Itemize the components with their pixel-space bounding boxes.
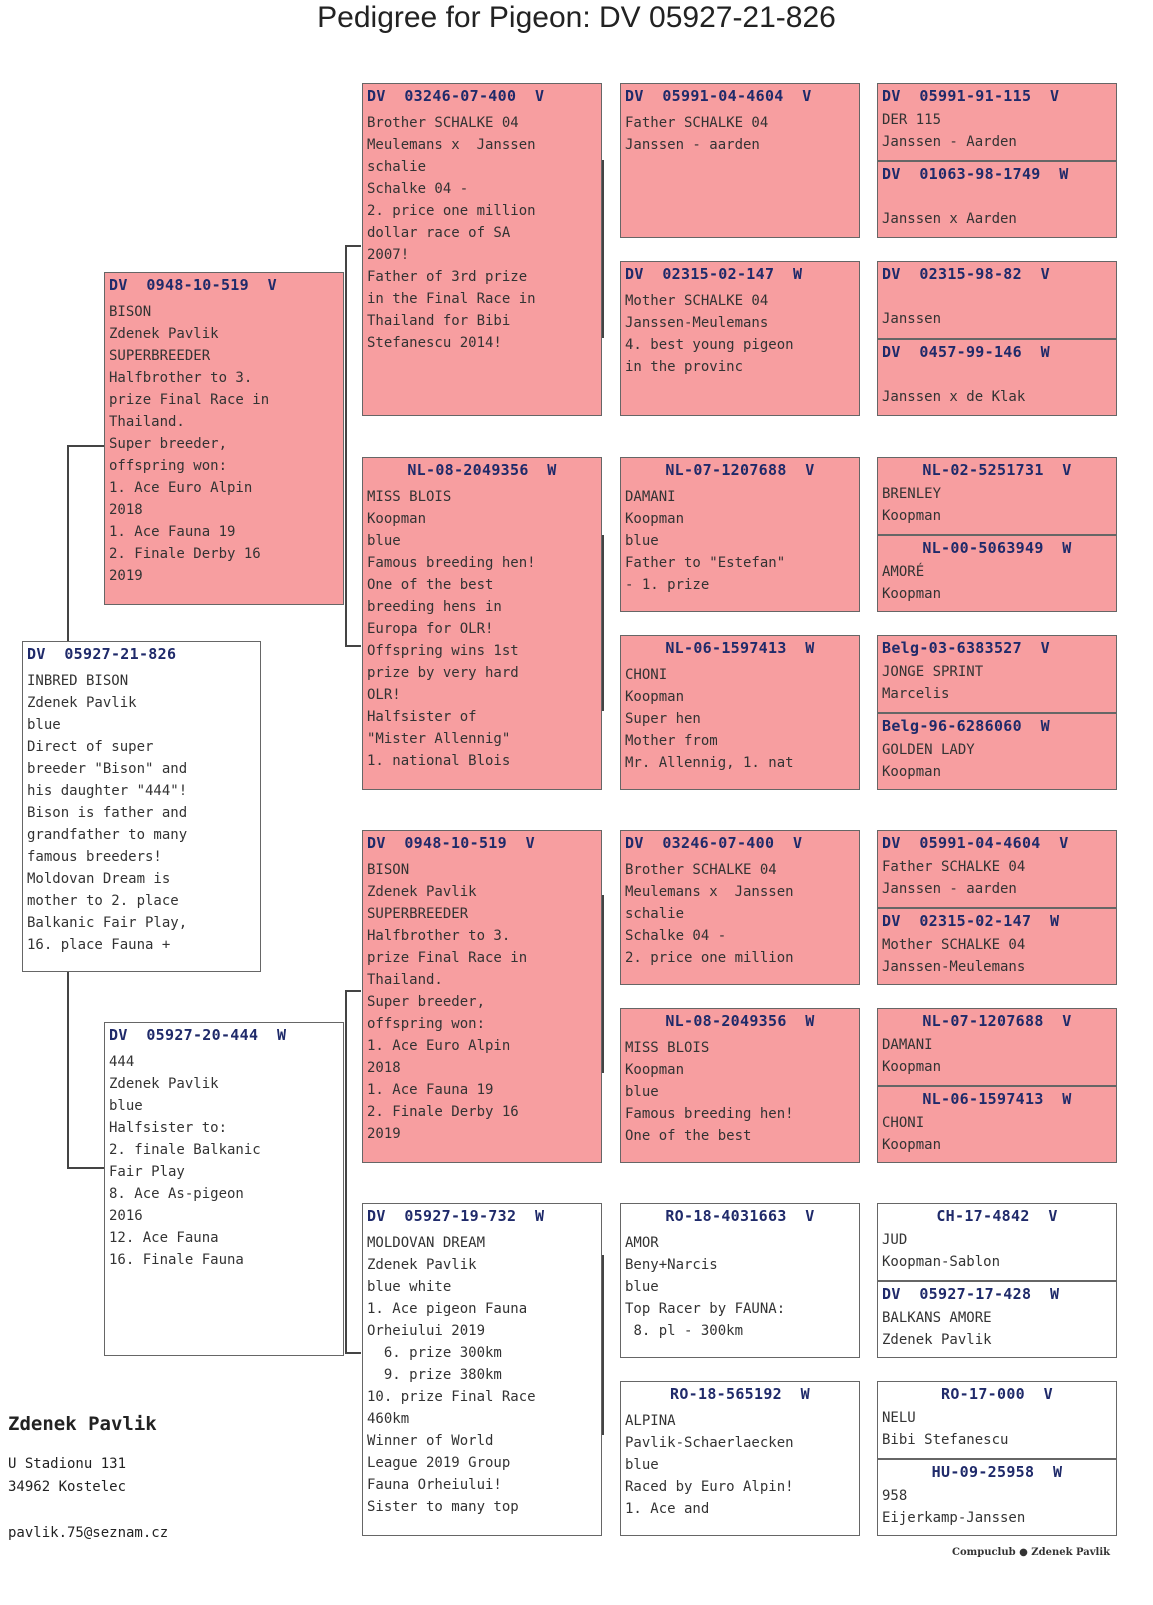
ring-number: DV 03246-07-400 V — [625, 834, 803, 852]
ring-number: CH-17-4842 V — [936, 1207, 1058, 1225]
pigeon-info — [625, 290, 855, 378]
pigeon-card-dam-dam[interactable] — [362, 1203, 602, 1536]
pigeon-info — [882, 1407, 1112, 1451]
connector — [67, 445, 69, 641]
info-line: Offspring wins 1st — [367, 643, 519, 659]
connector — [67, 1167, 105, 1169]
pigeon-info — [882, 109, 1112, 153]
info-line: 12. Ace Fauna — [109, 1230, 219, 1246]
ring-number: NL-02-5251731 V — [922, 461, 1072, 479]
info-line: his daughter "444"! — [27, 783, 188, 799]
pigeon-card-ddss[interactable] — [877, 1203, 1117, 1281]
ring-number: NL-07-1207688 V — [665, 461, 815, 479]
info-line: Halfsister to: — [109, 1120, 228, 1136]
ring-number: DV 01063-98-1749 W — [882, 165, 1069, 183]
ring-number: RO-18-4031663 V — [665, 1207, 815, 1225]
info-line: Mother from — [625, 733, 718, 749]
info-line: Schalke 04 - — [625, 928, 727, 944]
info-line: Thailand for Bibi — [367, 313, 511, 329]
ring-number: RO-18-565192 W — [670, 1385, 810, 1403]
info-line: Janssen - aarden — [882, 881, 1017, 897]
info-line: Koopman-Sablon — [882, 1254, 1001, 1270]
ring-number: DV 05991-04-4604 V — [625, 87, 812, 105]
pigeon-card-sssd[interactable] — [877, 161, 1117, 238]
ring-number: Belg-96-6286060 W — [882, 717, 1050, 735]
info-line: Koopman — [882, 586, 942, 602]
pigeon-card-ddds[interactable] — [877, 1381, 1117, 1459]
info-line: blue — [625, 533, 659, 549]
info-line: Zdenek Pavlik — [882, 1332, 992, 1348]
pigeon-info — [625, 486, 855, 596]
info-line: blue white — [367, 1279, 452, 1295]
pigeon-info — [882, 1112, 1112, 1156]
ring-number: RO-17-000 V — [941, 1385, 1053, 1403]
info-line: Janssen x de Klak — [882, 389, 1026, 405]
info-line: Winner of World — [367, 1433, 494, 1449]
pigeon-card-ddd[interactable] — [620, 1381, 860, 1536]
info-line: blue — [625, 1457, 659, 1473]
info-line: Sister to many top — [367, 1499, 519, 1515]
info-line: Eijerkamp-Janssen — [882, 1510, 1026, 1526]
pigeon-info — [882, 308, 1112, 330]
info-line: Famous breeding hen! — [367, 555, 536, 571]
info-line: 2. finale Balkanic — [109, 1142, 261, 1158]
pigeon-info — [625, 1410, 855, 1520]
info-line: Direct of super — [27, 739, 154, 755]
info-line: Schalke 04 - — [367, 181, 469, 197]
footer-credit: Compuclub ● Zdenek Pavlik — [952, 1547, 1111, 1558]
info-line: Koopman — [625, 689, 685, 705]
ring-number: Belg-03-6383527 V — [882, 639, 1050, 657]
page-title: Pedigree for Pigeon: DV 05927-21-826 — [317, 1, 836, 34]
ring-number: NL-07-1207688 V — [922, 1012, 1072, 1030]
pigeon-info — [625, 664, 855, 774]
pigeon-info — [882, 1485, 1112, 1529]
pigeon-card-sdd[interactable] — [620, 635, 860, 790]
pigeon-card-sdds[interactable] — [877, 635, 1117, 713]
info-line: Zdenek Pavlik — [109, 1076, 219, 1092]
info-line: prize by very hard — [367, 665, 519, 681]
info-line: CHONI — [625, 667, 668, 683]
info-line: blue — [367, 533, 401, 549]
info-line: 8. pl - 300km — [625, 1323, 744, 1339]
owner-name: Zdenek Pavlik — [8, 1413, 157, 1435]
info-line: dollar race of SA — [367, 225, 511, 241]
owner-address-line1: U Stadionu 131 — [8, 1456, 127, 1472]
info-line: Koopman — [882, 1059, 942, 1075]
info-line: Top Racer by FAUNA: — [625, 1301, 786, 1317]
info-line: Zdenek Pavlik — [367, 884, 477, 900]
ring-number: DV 05927-20-444 W — [109, 1026, 287, 1044]
info-line: Beny+Narcis — [625, 1257, 718, 1273]
info-line: Stefanescu 2014! — [367, 335, 502, 351]
connector — [602, 1255, 604, 1435]
info-line: BISON — [367, 862, 410, 878]
info-line: schalie — [625, 906, 685, 922]
info-line: Brother SCHALKE 04 — [625, 862, 777, 878]
pigeon-info — [882, 739, 1112, 783]
pigeon-info — [367, 112, 597, 354]
ring-number: DV 05927-17-428 W — [882, 1285, 1060, 1303]
info-line: 1. Ace Fauna 19 — [109, 524, 236, 540]
ring-number: DV 05991-04-4604 V — [882, 834, 1069, 852]
pigeon-card-sss[interactable] — [620, 83, 860, 238]
info-line: OLR! — [367, 687, 401, 703]
ring-number: DV 03246-07-400 V — [367, 87, 545, 105]
pigeon-card-dsss[interactable] — [877, 830, 1117, 908]
info-line: 2. price one million — [367, 203, 536, 219]
info-line: Janssen-Meulemans — [882, 959, 1026, 975]
info-line: Thailand. — [109, 414, 185, 430]
info-line: ALPINA — [625, 1413, 676, 1429]
ring-number: DV 02315-02-147 W — [625, 265, 803, 283]
ring-number: DV 02315-98-82 V — [882, 265, 1050, 283]
info-line: 2018 — [367, 1060, 401, 1076]
owner-email[interactable]: pavlik.75@seznam.cz — [8, 1525, 169, 1541]
pigeon-card-ssd[interactable] — [620, 261, 860, 416]
pigeon-card-dss[interactable] — [620, 830, 860, 985]
pigeon-card-ssss[interactable] — [877, 83, 1117, 161]
info-line: 460km — [367, 1411, 410, 1427]
info-line: Koopman — [625, 1062, 685, 1078]
info-line: Zdenek Pavlik — [109, 326, 219, 342]
connector — [345, 245, 347, 645]
pigeon-info — [367, 1232, 597, 1518]
pigeon-info — [367, 486, 597, 772]
pigeon-card-dddd[interactable] — [877, 1459, 1117, 1536]
info-line: Koopman — [882, 508, 942, 524]
info-line: Marcelis — [882, 686, 950, 702]
info-line: Koopman — [882, 764, 942, 780]
connector — [345, 245, 361, 247]
info-line: Father of 3rd prize — [367, 269, 528, 285]
pigeon-info — [882, 483, 1112, 527]
info-line: Father SCHALKE 04 — [625, 115, 769, 131]
pigeon-card-dssd[interactable] — [877, 908, 1117, 985]
info-line: Raced by Euro Alpin! — [625, 1479, 794, 1495]
pigeon-info — [625, 112, 855, 156]
info-line: Halfbrother to 3. — [109, 370, 253, 386]
info-line: Moldovan Dream is — [27, 871, 171, 887]
info-line: 1. Ace and — [625, 1501, 710, 1517]
info-line: 1. national Blois — [367, 753, 511, 769]
info-line: MISS BLOIS — [625, 1040, 710, 1056]
info-line: Mr. Allennig, 1. nat — [625, 755, 794, 771]
info-line: offspring won: — [367, 1016, 486, 1032]
info-line: 2. Finale Derby 16 — [109, 546, 261, 562]
info-line: mother to 2. place — [27, 893, 179, 909]
ring-number: DV 0457-99-146 W — [882, 343, 1050, 361]
pigeon-card-dsd[interactable] — [620, 1008, 860, 1163]
info-line: Pavlik-Schaerlaecken — [625, 1435, 794, 1451]
info-line: League 2019 Group — [367, 1455, 511, 1471]
info-line: prize Final Race in — [109, 392, 270, 408]
info-line: breeder "Bison" and — [27, 761, 188, 777]
info-line: One of the best — [367, 577, 494, 593]
info-line: JUD — [882, 1232, 908, 1248]
info-line: 2018 — [109, 502, 143, 518]
info-line: MOLDOVAN DREAM — [367, 1235, 486, 1251]
info-line: Famous breeding hen! — [625, 1106, 794, 1122]
pigeon-info — [625, 1232, 855, 1342]
info-line: DER 115 — [882, 112, 942, 128]
info-line: Zdenek Pavlik — [27, 695, 137, 711]
ring-number: NL-08-2049356 W — [665, 1012, 815, 1030]
ring-number: NL-00-5063949 W — [922, 539, 1072, 557]
info-line: Father to "Estefan" — [625, 555, 786, 571]
pigeon-info — [625, 1037, 855, 1147]
pigeon-card-sddd[interactable] — [877, 713, 1117, 790]
connector — [345, 990, 347, 1352]
info-line: 1. Ace pigeon Fauna — [367, 1301, 528, 1317]
info-line: INBRED BISON — [27, 673, 129, 689]
pigeon-info — [109, 301, 339, 587]
info-line: 10. prize Final Race — [367, 1389, 536, 1405]
info-line: - 1. prize — [625, 577, 710, 593]
ring-number: DV 0948-10-519 V — [109, 276, 277, 294]
info-line: BALKANS AMORE — [882, 1310, 992, 1326]
pigeon-info — [27, 670, 256, 956]
ring-number: DV 0948-10-519 V — [367, 834, 535, 852]
info-line: 2016 — [109, 1208, 143, 1224]
info-line: 1. Ace Euro Alpin — [109, 480, 253, 496]
pigeon-info — [882, 208, 1112, 230]
pigeon-card-sire-dam[interactable] — [362, 457, 602, 790]
info-line: DAMANI — [882, 1037, 933, 1053]
info-line: BRENLEY — [882, 486, 942, 502]
info-line: Orheiului 2019 — [367, 1323, 486, 1339]
info-line: 2019 — [109, 568, 143, 584]
ring-number: NL-08-2049356 W — [407, 461, 557, 479]
info-line: SUPERBREEDER — [367, 906, 469, 922]
info-line: Balkanic Fair Play, — [27, 915, 188, 931]
info-line: Koopman — [367, 511, 427, 527]
connector — [602, 535, 604, 711]
pigeon-card-dsdd[interactable] — [877, 1086, 1117, 1163]
info-line: "Mister Allennig" — [367, 731, 511, 747]
connector — [345, 645, 361, 647]
info-line: Janssen x Aarden — [882, 211, 1017, 227]
connector — [345, 1352, 361, 1354]
info-line: Brother SCHALKE 04 — [367, 115, 519, 131]
info-line: Meulemans x Janssen — [625, 884, 794, 900]
ring-number: NL-06-1597413 W — [922, 1090, 1072, 1108]
pigeon-info — [625, 859, 855, 969]
info-line: Janssen-Meulemans — [625, 315, 769, 331]
ring-number: DV 05991-91-115 V — [882, 87, 1060, 105]
info-line: Fair Play — [109, 1164, 185, 1180]
ring-number: DV 02315-02-147 W — [882, 912, 1060, 930]
info-line: famous breeders! — [27, 849, 162, 865]
ring-number: NL-06-1597413 W — [665, 639, 815, 657]
pigeon-card-dds[interactable] — [620, 1203, 860, 1358]
info-line: in the Final Race in — [367, 291, 536, 307]
pigeon-card-sdsd[interactable] — [877, 535, 1117, 612]
info-line: MISS BLOIS — [367, 489, 452, 505]
pigeon-card-dam-sire[interactable] — [362, 830, 602, 1163]
info-line: 6. prize 300km — [367, 1345, 502, 1361]
connector — [602, 160, 604, 338]
info-line: breeding hens in — [367, 599, 502, 615]
info-line: JONGE SPRINT — [882, 664, 984, 680]
info-line: Koopman — [882, 1137, 942, 1153]
pigeon-card-sire-sire[interactable] — [362, 83, 602, 416]
info-line: Zdenek Pavlik — [367, 1257, 477, 1273]
connector — [67, 972, 69, 1167]
info-line: Fauna Orheiului! — [367, 1477, 502, 1493]
info-line: 444 — [109, 1054, 135, 1070]
info-line: 2019 — [367, 1126, 401, 1142]
info-line: 16. Finale Fauna — [109, 1252, 244, 1268]
info-line: 16. place Fauna + — [27, 937, 171, 953]
info-line: NELU — [882, 1410, 916, 1426]
info-line: 958 — [882, 1488, 908, 1504]
info-line: Janssen - Aarden — [882, 134, 1017, 150]
info-line: 1. Ace Fauna 19 — [367, 1082, 494, 1098]
info-line: 4. best young pigeon — [625, 337, 794, 353]
info-line: AMORÉ — [882, 564, 925, 580]
info-line: 9. prize 380km — [367, 1367, 502, 1383]
pigeon-info — [882, 934, 1112, 978]
pigeon-info — [882, 386, 1112, 408]
info-line: Meulemans x Janssen — [367, 137, 536, 153]
pigeon-card-sdss[interactable] — [877, 457, 1117, 535]
pigeon-info — [882, 1307, 1112, 1351]
info-line: 2. price one million — [625, 950, 794, 966]
connector — [345, 990, 361, 992]
pigeon-card-sire[interactable] — [104, 272, 344, 605]
info-line: Janssen — [882, 311, 942, 327]
info-line: blue — [27, 717, 61, 733]
connector — [602, 895, 604, 1073]
pigeon-card-ddsd[interactable] — [877, 1281, 1117, 1358]
ring-number: DV 05927-21-826 — [27, 645, 177, 663]
pigeon-card-dam[interactable] — [104, 1022, 344, 1356]
info-line: Mother SCHALKE 04 — [625, 293, 769, 309]
info-line: GOLDEN LADY — [882, 742, 975, 758]
info-line: 2007! — [367, 247, 410, 263]
info-line: Janssen - aarden — [625, 137, 760, 153]
info-line: Bibi Stefanescu — [882, 1432, 1009, 1448]
info-line: blue — [625, 1279, 659, 1295]
info-line: offspring won: — [109, 458, 228, 474]
connector — [67, 445, 105, 447]
info-line: grandfather to many — [27, 827, 188, 843]
info-line: Halfbrother to 3. — [367, 928, 511, 944]
info-line: 8. Ace As-pigeon — [109, 1186, 244, 1202]
pigeon-info — [882, 1229, 1112, 1273]
pigeon-info — [882, 1034, 1112, 1078]
info-line: DAMANI — [625, 489, 676, 505]
info-line: SUPERBREEDER — [109, 348, 211, 364]
ring-number: DV 05927-19-732 W — [367, 1207, 545, 1225]
info-line: Super breeder, — [109, 436, 228, 452]
info-line: Europa for OLR! — [367, 621, 494, 637]
info-line: blue — [625, 1084, 659, 1100]
info-line: Koopman — [625, 511, 685, 527]
ring-number: HU-09-25958 W — [931, 1463, 1063, 1481]
info-line: One of the best — [625, 1128, 752, 1144]
info-line: Super hen — [625, 711, 701, 727]
info-line: Halfsister of — [367, 709, 477, 725]
info-line: blue — [109, 1098, 143, 1114]
pigeon-info — [109, 1051, 339, 1271]
pigeon-info — [882, 661, 1112, 705]
info-line: 2. Finale Derby 16 — [367, 1104, 519, 1120]
pigeon-card-ssds[interactable] — [877, 261, 1117, 339]
pigeon-info — [882, 856, 1112, 900]
info-line: Mother SCHALKE 04 — [882, 937, 1026, 953]
info-line: in the provinc — [625, 359, 744, 375]
pigeon-card-ssdd[interactable] — [877, 339, 1117, 416]
pigeon-card-dsds[interactable] — [877, 1008, 1117, 1086]
info-line: Father SCHALKE 04 — [882, 859, 1026, 875]
info-line: schalie — [367, 159, 427, 175]
info-line: 1. Ace Euro Alpin — [367, 1038, 511, 1054]
info-line: Thailand. — [367, 972, 443, 988]
info-line: Bison is father and — [27, 805, 188, 821]
info-line: AMOR — [625, 1235, 659, 1251]
info-line: BISON — [109, 304, 152, 320]
pigeon-card-sds[interactable] — [620, 457, 860, 612]
pigeon-info — [882, 561, 1112, 605]
pigeon-card-subject[interactable] — [22, 641, 261, 972]
pigeon-info — [367, 859, 597, 1145]
owner-address-line2: 34962 Kostelec — [8, 1479, 127, 1495]
info-line: prize Final Race in — [367, 950, 528, 966]
info-line: CHONI — [882, 1115, 925, 1131]
info-line: Super breeder, — [367, 994, 486, 1010]
